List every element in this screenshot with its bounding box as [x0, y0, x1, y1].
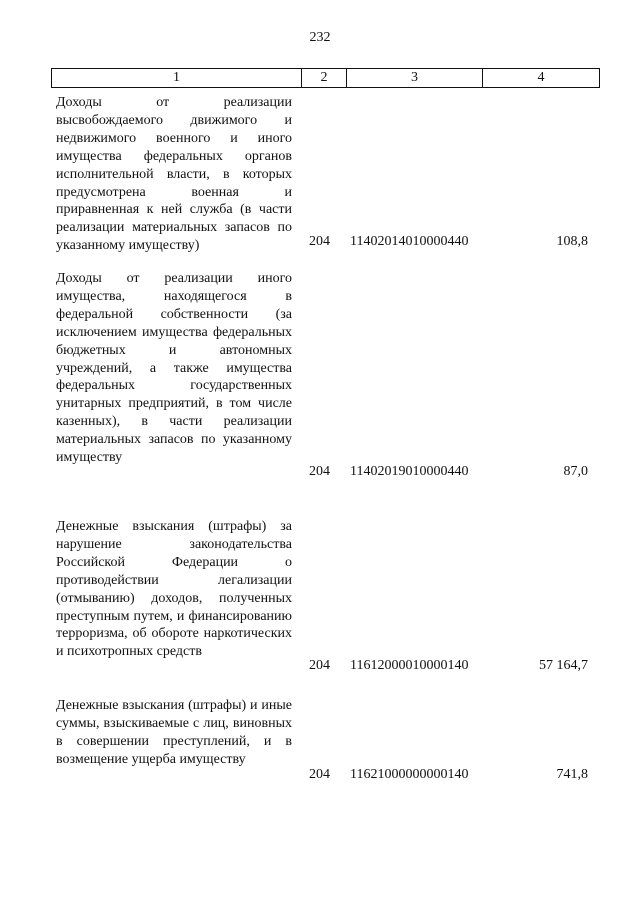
- row-kbk: 11621000000000140: [350, 767, 469, 782]
- row-description: Денежные взыскания (штрафы) и иные суммы, взыскиваемые с лиц, виновных в совершении преступлений, и в возмещение ущерба имуществу: [56, 698, 292, 767]
- row-description: Доходы от реализации иного имущества, находящегося в федеральной собственности (за исключением имущества федеральных бюджетных и автономных учреждений, а также имущества федеральных государственных унитарных предприятий, в том числе казенных), в части реализации материальных запасов по указанному имуществу: [56, 271, 292, 466]
- column-header-4: 4: [483, 69, 600, 88]
- row-amount: 87,0: [563, 464, 588, 479]
- column-header-2: 2: [302, 69, 347, 88]
- row-code: 204: [309, 767, 330, 782]
- row-kbk: 11612000010000140: [350, 658, 469, 673]
- row-kbk: 11402014010000440: [350, 234, 469, 249]
- row-code: 204: [309, 464, 330, 479]
- row-amount: 741,8: [556, 767, 588, 782]
- row-kbk: 11402019010000440: [350, 464, 469, 479]
- table-header: [51, 68, 600, 88]
- page-number: 232: [309, 30, 331, 45]
- row-description: Доходы от реализации высвобождаемого движимого и недвижимого военного и иного имущества федеральных органов исполнительной власти, в которых предусмотрена военная и приравненная к ней служба (в части реализации материальных запасов по указанному имуществу): [56, 95, 292, 254]
- row-code: 204: [309, 234, 330, 249]
- row-code: 204: [309, 658, 330, 673]
- row-amount: 57 164,7: [539, 658, 588, 673]
- row-description: Денежные взыскания (штрафы) за нарушение законодательства Российской Федерации о противодействии легализации (отмыванию) доходов, полученных преступным путем, и финансированию терроризма, об обороте наркотических и психотропных средств: [56, 519, 292, 660]
- row-amount: 108,8: [556, 234, 588, 249]
- column-header-1: 1: [52, 69, 302, 88]
- column-header-3: 3: [347, 69, 483, 88]
